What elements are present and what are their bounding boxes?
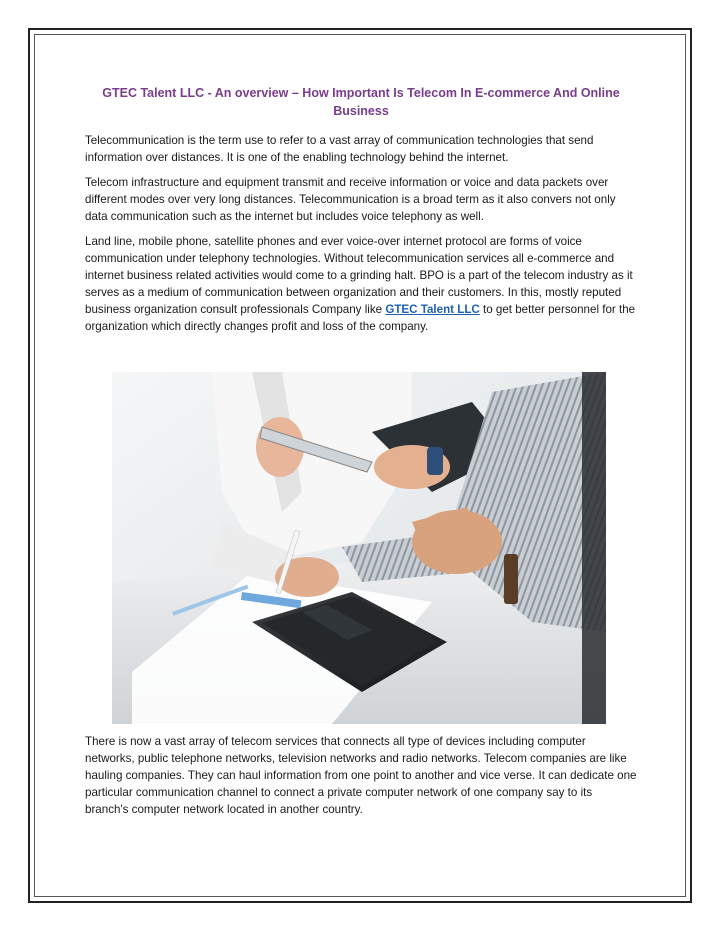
paragraph-2: Telecom infrastructure and equipment transmit and receive information or voice and data packets over different modes over very long distances. Telecommunication is a broad term as it also convers not only data communication such as the internet but includes voice telephony as well. [85,176,616,223]
paragraph-3 [85,233,637,335]
paragraph-1: Telecommunication is the term use to refer to a vast array of communication technologies that send information over distances. It is one of the enabling technology behind the internet. [85,134,594,164]
business-meeting-photo [112,372,606,724]
gtec-talent-link[interactable]: GTEC Talent LLC [385,303,480,316]
paragraph-3-text-before: Land line, mobile phone, satellite phones and ever voice-over internet protocol are forms of voice communication under telephony technologies. Without telecommunication services all e-commerce and internet business related activities would come to a grinding halt. BPO is a part of the telecom industry as it serves as a medium of communication between organization and their customers. In this, mostly reputed business organization consult professionals Company like [85,235,633,316]
closing-section [85,733,637,826]
paragraph-3-text-after: to get better personnel for the organization which directly changes profit and loss of the company. [85,303,636,333]
article-title: GTEC Talent LLC - An overview – How Important Is Telecom In E-commerce And Online Business [102,86,620,118]
article-body [85,84,637,343]
closing-paragraph: There is now a vast array of telecom services that connects all type of devices including computer networks, public telephone networks, television networks and radio networks. Telecom companies are like hauling companies. They can haul information from one point to another and vice verse. It can dedicate one particular communication channel to connect a private computer network of one company say to its branch's computer network located in another country. [85,735,637,816]
